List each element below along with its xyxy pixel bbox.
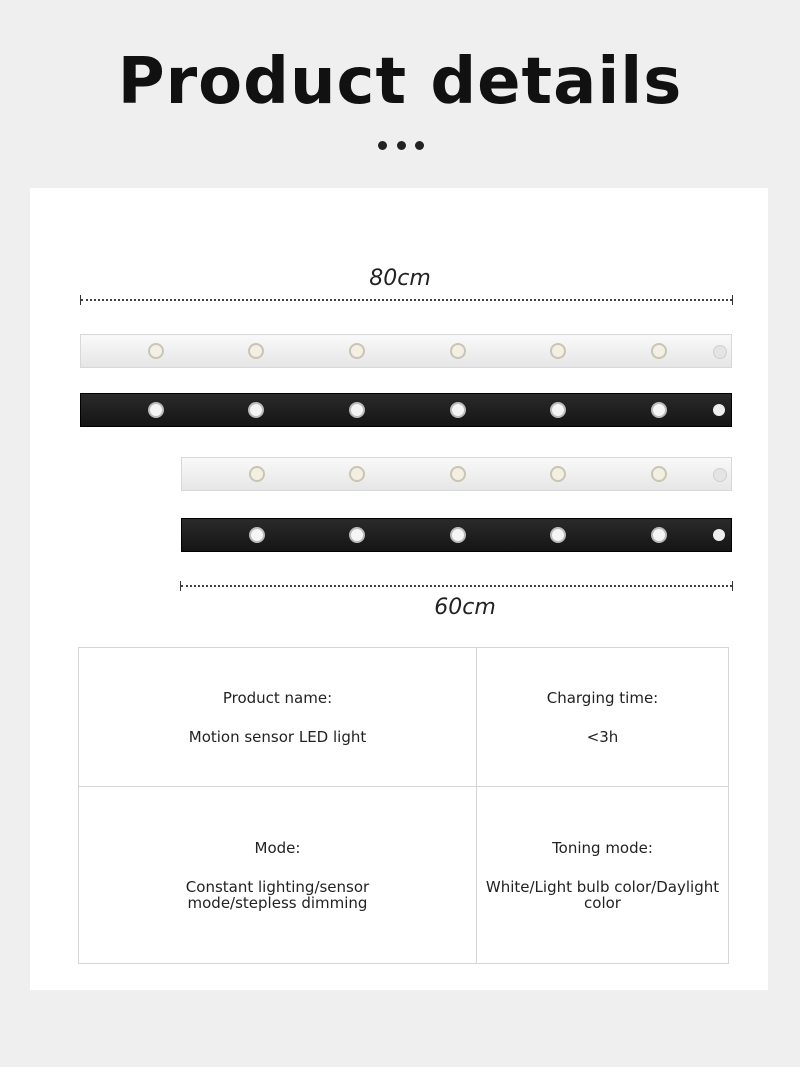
spec-table bbox=[78, 647, 729, 964]
spec-cell-mode bbox=[79, 786, 477, 963]
spec-value: Constant lighting/sensor mode/stepless dimming bbox=[185, 877, 370, 912]
spec-label: Product name: bbox=[222, 688, 333, 707]
led-bead bbox=[349, 527, 365, 543]
led-bead bbox=[651, 527, 667, 543]
light-bar-black-60cm bbox=[181, 518, 732, 552]
led-bead bbox=[248, 402, 264, 418]
short-dimension-label: 60cm bbox=[434, 595, 496, 620]
led-bead bbox=[349, 466, 365, 482]
led-bead bbox=[148, 402, 164, 418]
led-bead bbox=[450, 466, 466, 482]
light-bar-white-60cm bbox=[181, 457, 732, 491]
led-bead bbox=[550, 527, 566, 543]
led-bead bbox=[248, 343, 264, 359]
spec-value: Motion sensor LED light bbox=[188, 727, 367, 746]
spec-value: White/Light bulb color/Daylight color bbox=[485, 877, 720, 912]
led-bead bbox=[148, 343, 164, 359]
spec-cell-charging-time bbox=[477, 648, 729, 787]
light-bar-black-80cm bbox=[80, 393, 732, 427]
led-bead bbox=[450, 343, 466, 359]
spec-value: <3h bbox=[586, 727, 619, 746]
spec-cell-toning-mode bbox=[477, 786, 729, 963]
spec-label: Mode: bbox=[254, 838, 301, 857]
spec-label: Toning mode: bbox=[552, 838, 653, 857]
led-bead bbox=[249, 527, 265, 543]
dot bbox=[378, 141, 387, 150]
led-bead bbox=[550, 402, 566, 418]
led-bead bbox=[651, 466, 667, 482]
motion-sensor-icon bbox=[713, 345, 727, 359]
led-bead bbox=[249, 466, 265, 482]
ellipsis-dots bbox=[378, 141, 424, 151]
short-dimension-line bbox=[180, 581, 733, 591]
page-title: Product details bbox=[117, 45, 683, 119]
dot bbox=[397, 141, 406, 150]
dot bbox=[415, 141, 424, 150]
motion-sensor-icon bbox=[713, 404, 725, 416]
led-bead bbox=[450, 402, 466, 418]
led-bead bbox=[349, 343, 365, 359]
motion-sensor-icon bbox=[713, 529, 725, 541]
spec-label: Charging time: bbox=[546, 688, 659, 707]
led-bead bbox=[349, 402, 365, 418]
motion-sensor-icon bbox=[713, 468, 727, 482]
long-dimension-line bbox=[80, 295, 733, 305]
light-bar-white-80cm bbox=[80, 334, 732, 368]
long-dimension-label: 80cm bbox=[369, 266, 431, 291]
led-bead bbox=[550, 466, 566, 482]
led-bead bbox=[550, 343, 566, 359]
led-bead bbox=[651, 402, 667, 418]
spec-cell-product-name bbox=[79, 648, 477, 787]
led-bead bbox=[450, 527, 466, 543]
led-bead bbox=[651, 343, 667, 359]
